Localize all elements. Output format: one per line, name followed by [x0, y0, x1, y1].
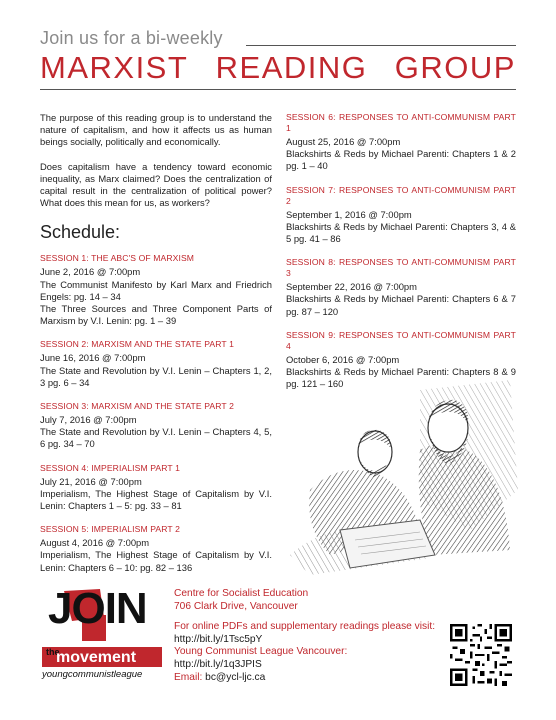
- session-title: SESSION 1: THE ABC'S OF MARXISM: [40, 253, 195, 264]
- session-title: SESSION 8: RESPONSES TO ANTI-COMMUNISM PART 3: [286, 257, 516, 279]
- session-title: SESSION 4: IMPERIALISM PART 1: [40, 462, 180, 473]
- title-word-marxist: MARXIST: [40, 50, 189, 85]
- ycl-link[interactable]: http://bit.ly/1q3JPIS: [174, 658, 262, 670]
- session-title: SESSION 6: RESPONSES TO ANTI-COMMUNISM PART 1: [286, 112, 516, 133]
- session-date: September 22, 2016 @ 7:00pm: [286, 281, 417, 293]
- contact-block: [174, 588, 444, 684]
- join-the-movement-logo: [42, 584, 162, 687]
- session-title: SESSION 9: RESPONSES TO ANTI-COMMUNISM PART 4: [286, 329, 516, 351]
- logo-the-text: the: [46, 647, 60, 657]
- session-reading: The Three Sources and Three Component Parts of Marxism by V.I. Lenin: pg. 1 – 39: [40, 303, 272, 327]
- venue-name: Centre for Socialist Education: [174, 588, 309, 599]
- questions-paragraph: Does capitalism have a tendency toward economic inequality, as Marx claimed? Does the centralization of capital result in the centralization of political power? What does this mean for us, as workers?: [40, 160, 272, 209]
- right-column: [286, 112, 516, 402]
- session-date: July 7, 2016 @ 7:00pm: [40, 414, 137, 426]
- session-date: August 4, 2016 @ 7:00pm: [40, 537, 150, 549]
- session-date: July 21, 2016 @ 7:00pm: [40, 475, 142, 487]
- session-title: SESSION 2: MARXISM AND THE STATE PART 1: [40, 339, 234, 350]
- session-1: [40, 253, 272, 327]
- session-reading: Blackshirts & Reds by Michael Parenti: Chapters 3, 4 & 5 pg. 41 – 86: [286, 220, 516, 245]
- session-8: [286, 257, 516, 318]
- session-title: SESSION 7: RESPONSES TO ANTI-COMMUNISM PART 2: [286, 184, 516, 206]
- session-7: [286, 185, 516, 246]
- purpose-paragraph: The purpose of this reading group is to understand the nature of capitalism, and how it affects us as human beings socially, politically and economically.: [40, 112, 272, 148]
- session-reading: The Communist Manifesto by Karl Marx and Friedrich Engels: pg. 14 – 34: [40, 278, 272, 302]
- engraving-illustration: [270, 380, 518, 580]
- session-reading: Imperialism, The Highest Stage of Capitalism by V.I. Lenin: Chapters 6 – 10: pg. 82 – 136: [40, 549, 272, 573]
- title-word-group: GROUP: [394, 50, 516, 85]
- session-title: SESSION 3: MARXISM AND THE STATE PART 2: [40, 401, 234, 412]
- header-rule: [246, 45, 516, 46]
- session-reading: The State and Revolution by V.I. Lenin – Chapters 1, 2, 3 pg. 6 – 34: [40, 364, 272, 388]
- session-date: October 6, 2016 @ 7:00pm: [286, 353, 400, 365]
- session-date: June 16, 2016 @ 7:00pm: [40, 352, 146, 364]
- session-date: August 25, 2016 @ 7:00pm: [286, 136, 401, 147]
- session-reading: The State and Revolution by V.I. Lenin – Chapters 4, 5, 6 pg. 34 – 70: [40, 426, 272, 450]
- venue-address: 706 Clark Drive, Vancouver: [174, 600, 298, 612]
- left-column: [40, 112, 272, 586]
- logo-movement-text: movement: [56, 649, 137, 666]
- schedule-heading: Schedule:: [40, 222, 121, 243]
- session-reading: Blackshirts & Reds by Michael Parenti: Chapters 8 & 9 pg. 121 – 160: [286, 366, 516, 390]
- pdf-link[interactable]: http://bit.ly/1Tsc5pY: [174, 633, 263, 645]
- email-label: Email:: [174, 671, 203, 683]
- session-reading: Imperialism, The Highest Stage of Capitalism by V.I. Lenin: Chapters 1 – 5: pg. 33 – 81: [40, 487, 272, 512]
- session-3: [40, 401, 272, 451]
- email-address[interactable]: bc@ycl-ljc.ca: [205, 671, 266, 683]
- session-date: June 2, 2016 @ 7:00pm: [40, 266, 141, 278]
- session-reading: Blackshirts & Reds by Michael Parenti: Chapters 6 & 7 pg. 87 – 120: [286, 293, 516, 317]
- logo-ycl-text: youngcommunistleague: [42, 669, 143, 680]
- email-line: [174, 672, 444, 685]
- title-rule: [40, 89, 516, 90]
- session-6: [286, 112, 516, 173]
- title-word-reading: READING: [215, 50, 368, 85]
- intro-heading: Join us for a bi-weekly: [40, 28, 223, 48]
- session-5: [40, 524, 272, 574]
- session-2: [40, 339, 272, 389]
- session-4: [40, 463, 272, 513]
- logo-join-text: JOIN: [48, 584, 147, 633]
- pdf-note: For online PDFs and supplementary readings please visit:: [174, 621, 436, 633]
- session-title: SESSION 5: IMPERIALISM PART 2: [40, 524, 180, 535]
- session-date: September 1, 2016 @ 7:00pm: [286, 208, 412, 220]
- page-title: [40, 50, 516, 86]
- qr-code-icon[interactable]: [450, 624, 512, 686]
- session-reading: Blackshirts & Reds by Michael Parenti: Chapters 1 & 2 pg. 1 – 40: [286, 148, 516, 172]
- ycl-label: Young Communist League Vancouver:: [174, 646, 348, 658]
